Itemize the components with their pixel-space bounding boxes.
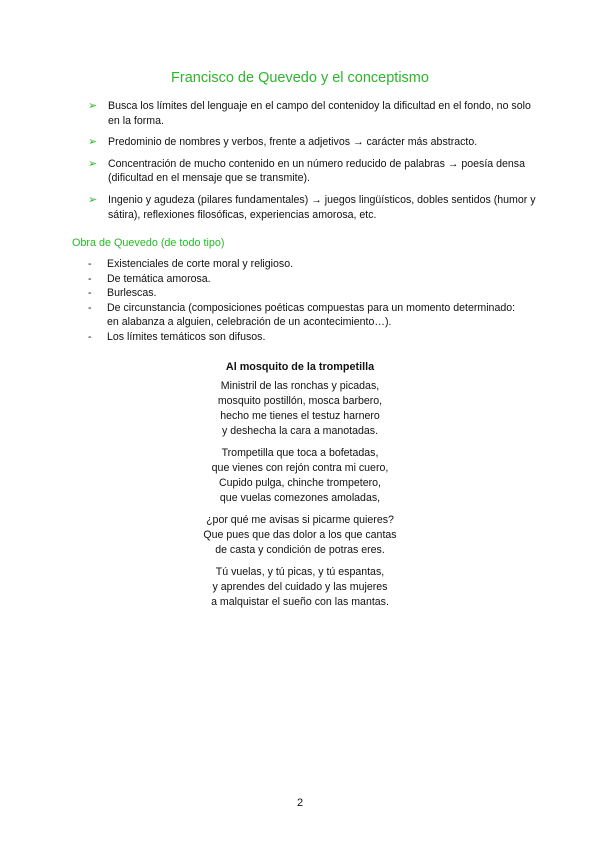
poem-title: Al mosquito de la trompetilla [225,361,375,373]
list-item [88,99,538,128]
list-item [88,330,528,345]
list-item-text: Ingenio y agudeza (pilares fundamentales) → juegos lingüísticos, dobles sentidos (humor y sátira), reflexiones filosóficas, experiencias amorosa, etc. [108,193,536,221]
poem-verse: y deshecha la cara a manotadas. [221,425,379,437]
list-item-text: De circunstancia (composiciones poéticas compuestas para un momento determinado: en alabanza a alguien, celebración de un acontecimiento…). [107,301,516,329]
section-heading: Obra de Quevedo (de todo tipo) [72,237,225,249]
poem-stanza [0,379,600,439]
dash-bullet-icon: - [88,301,92,314]
list-item-text: Predominio de nombres y verbos, frente a adjetivos → carácter más abstracto. [108,136,478,149]
dash-bullet-icon: - [88,272,92,285]
list-item-text: Los límites temáticos son difusos. [107,330,266,343]
poem-verse: que vuelas comezones amoladas, [219,492,381,504]
poem-stanza [0,513,600,558]
list-item [88,272,528,287]
poem-verse: ¿por qué me avisas si picarme quieres? [206,514,394,526]
list-item [88,257,528,272]
dash-bullet-icon: - [88,287,92,300]
conceptismo-features-list [88,99,538,229]
dash-bullet-icon: - [88,258,92,270]
poem-verse: Ministril de las ronchas y picadas, [220,380,380,392]
page-number: 2 [296,797,304,809]
arrow-bullet-icon: ➢ [88,136,98,149]
poem [0,360,600,617]
poem-verse: Cupido pulga, chinche trompetero, [219,477,381,489]
poem-verse: Que pues que das dolor a los que cantas [203,529,397,541]
list-item-text: Burlescas. [107,287,157,300]
poem-verse: que vienes con rejón contra mi cuero, [211,462,389,474]
poem-stanza [0,446,600,506]
poem-verse: Trompetilla que toca a bofetadas, [221,447,379,459]
poem-verse: a malquistar el sueño con las mantas. [211,596,389,608]
list-item-text: Busca los límites del lenguaje en el campo del contenidoy la dificultad en el fondo, no solo en la forma. [108,100,531,127]
arrow-bullet-icon: ➢ [88,100,98,112]
poem-verse: Tú vuelas, y tú picas, y tú espantas, [215,566,385,578]
poem-verse: de casta y condición de potras eres. [215,544,385,556]
list-item [88,157,538,186]
list-item [88,193,538,222]
arrow-bullet-icon: ➢ [88,157,98,170]
list-item-text: De temática amorosa. [107,272,211,285]
page-title: Francisco de Quevedo y el conceptismo [171,70,429,86]
dash-bullet-icon: - [88,330,92,343]
poem-verse: mosquito postillón, mosca barbero, [217,395,383,407]
poem-stanza [0,565,600,610]
list-item-text: Concentración de mucho contenido en un número reducido de palabras → poesía densa (dificultad en el mensaje que se transmite). [108,157,525,185]
list-item-text: Existenciales de corte moral y religioso. [107,258,294,270]
poem-verse: hecho me tienes el testuz harnero [220,410,380,422]
work-types-list [88,257,528,345]
list-item [88,286,528,301]
arrow-bullet-icon: ➢ [88,193,98,206]
list-item [88,301,528,330]
list-item [88,135,538,150]
poem-verse: y aprendes del cuidado y las mujeres [212,581,388,593]
